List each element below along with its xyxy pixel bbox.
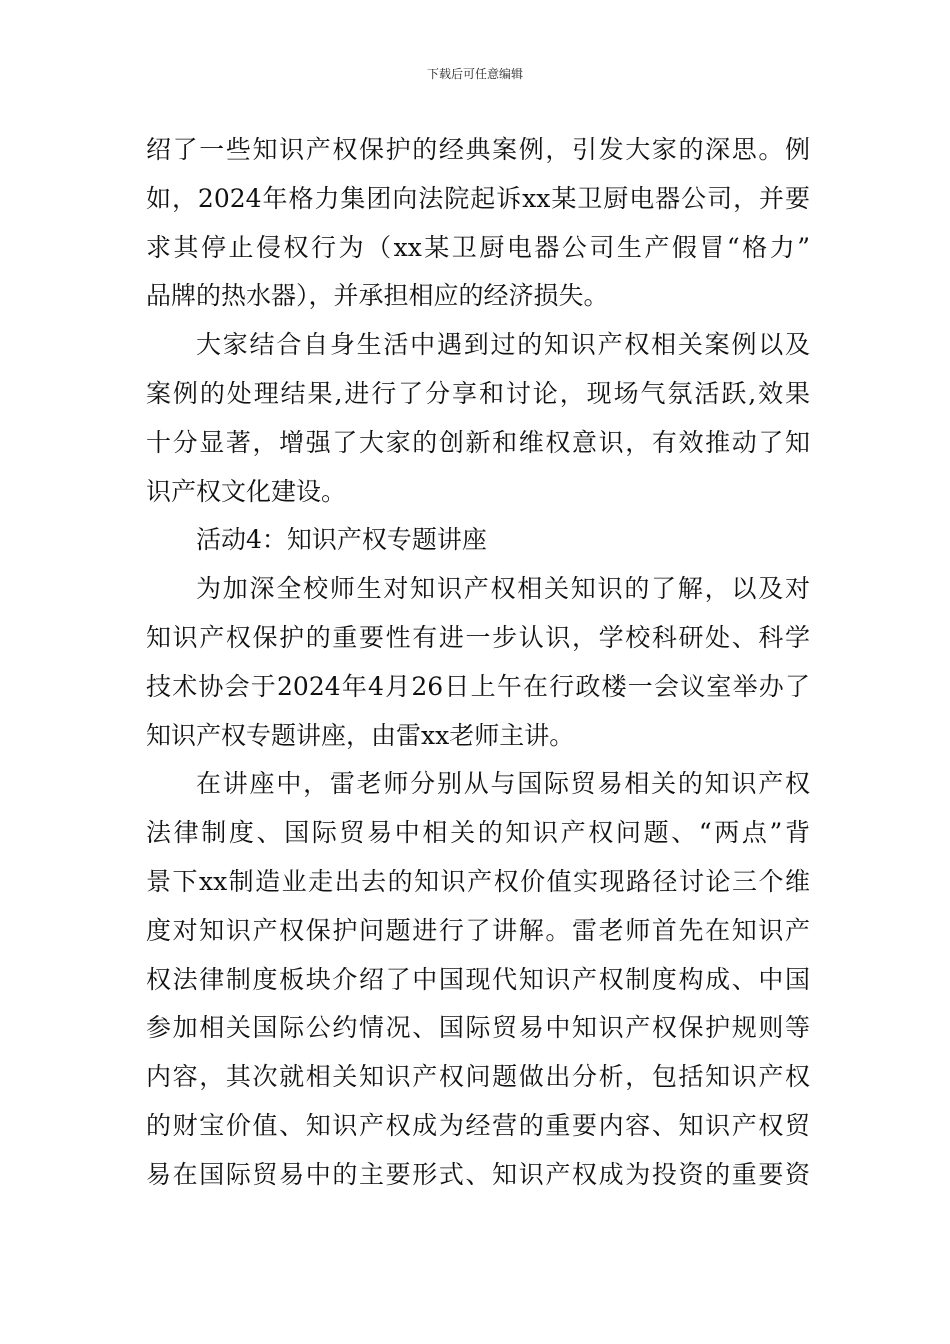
text-line: 度对知识产权保护问题进行了讲解。雷老师首先在知识产 [146,915,810,945]
text-line: 求其停止侵权行为（xx某卫厨电器公司生产假冒“格力” [146,232,810,262]
text-line: 为加深全校师生对知识产权相关知识的了解，以及对 [196,574,810,604]
text-line: 权法律制度板块介绍了中国现代知识产权制度构成、中国 [146,964,810,994]
text-line: 如，2024年格力集团向法院起诉xx某卫厨电器公司，并要 [146,183,810,213]
text-line: 活动4：知识产权专题讲座 [196,525,487,555]
document-body [146,126,810,1200]
text-line: 知识产权保护的重要性有进一步认识，学校科研处、科学 [146,622,810,652]
text-line: 大家结合自身生活中遇到过的知识产权相关案例以及 [196,330,810,360]
text-line: 案例的处理结果,进行了分享和讨论，现场气氛活跃,效果 [146,378,810,408]
text-line: 的财宝价值、知识产权成为经营的重要内容、知识产权贸 [146,1110,810,1140]
page-header: 下载后可任意编辑 [426,67,523,81]
text-line: 内容，其次就相关知识产权问题做出分析，包括知识产权 [146,1062,810,1092]
text-line: 绍了一些知识产权保护的经典案例，引发大家的深思。例 [146,135,810,164]
text-line: 景下xx制造业走出去的知识产权价值实现路径讨论三个维 [146,866,810,896]
text-line: 技术协会于2024年4月26日上午在行政楼一会议室举办了 [146,671,810,701]
text-line: 在讲座中，雷老师分别从与国际贸易相关的知识产权 [196,769,810,799]
text-line: 法律制度、国际贸易中相关的知识产权问题、“两点”背 [146,818,810,848]
text-line: 品牌的热水器），并承担相应的经济损失。 [146,281,609,311]
text-line: 易在国际贸易中的主要形式、知识产权成为投资的重要资 [146,1159,810,1189]
text-line: 十分显著，增强了大家的创新和维权意识，有效推动了知 [146,427,810,457]
text-line: 参加相关国际公约情况、国际贸易中知识产权保护规则等 [146,1013,810,1043]
text-line: 知识产权专题讲座，由雷xx老师主讲。 [146,720,575,750]
text-line: 识产权文化建设。 [146,476,347,506]
